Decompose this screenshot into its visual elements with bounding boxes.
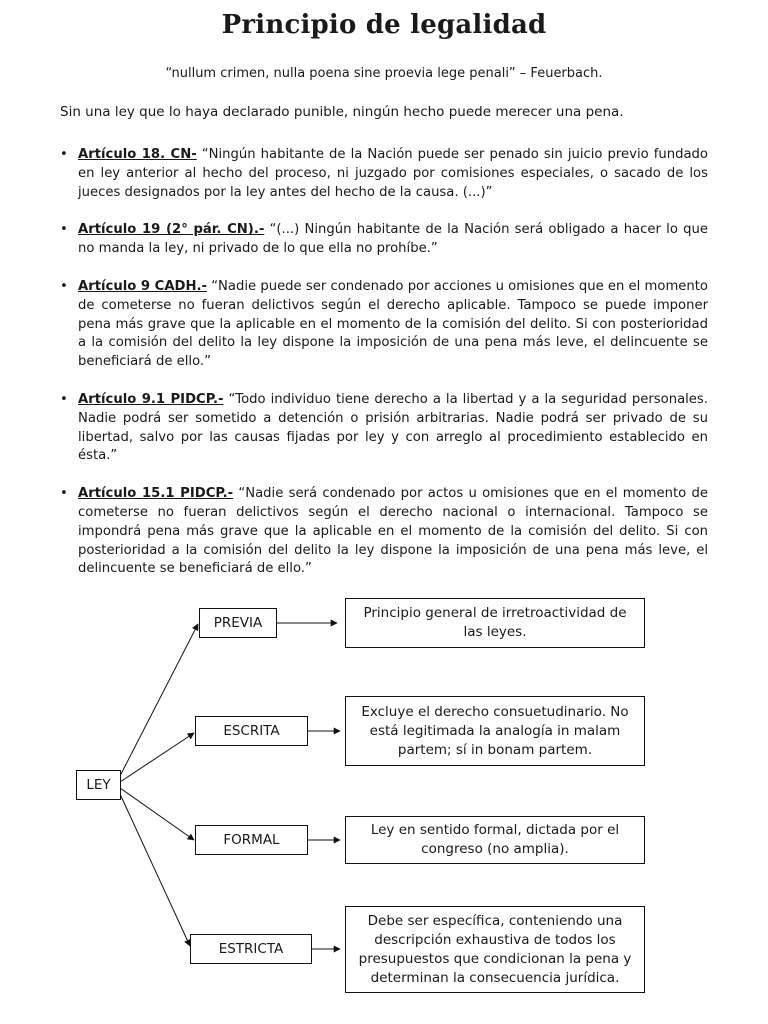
article-label: Artículo 15.1 PIDCP.-: [78, 486, 234, 502]
article-text: “Nadie puede ser condenado por acciones u omisiones que en el momento de cometerse no fueran delictivos según el derecho aplicable. Tampoco se puede imponer pena más grave que la aplicable en el momento de la comisión del delito. Si con posterioridad a la comisión del delito la ley dispone la imposición de una pena más leve, el delincuente se beneficiará de ello.”: [78, 278, 708, 370]
article-item: [60, 485, 708, 579]
article-label: Artículo 18. CN-: [78, 147, 197, 162]
article-label: Artículo 19 (2° pár. CN).-: [78, 222, 265, 238]
escrita-box: ESCRITA: [195, 716, 308, 746]
article-label: Artículo 9 CADH.-: [78, 278, 208, 294]
estricta-description: Debe ser específica, conteniendo una descripción exhaustiva de todos los presupuestos que condicionan la pena y determinan la consecuencia jurídica.: [345, 906, 645, 993]
page-title: Principio de legalidad: [221, 10, 547, 40]
articles-list: [60, 146, 708, 598]
previa-description: Principio general de irretroactividad de las leyes.: [345, 598, 645, 648]
connector-ley-estricta: [120, 794, 190, 946]
ley-root-box: LEY: [76, 770, 121, 800]
previa-box: PREVIA: [199, 608, 277, 638]
formal-description: Ley en sentido formal, dictada por el congreso (no amplia).: [345, 816, 645, 864]
connector-ley-previa: [120, 624, 198, 776]
article-text: “Ningún habitante de la Nación puede ser penado sin juicio previo fundado en ley anterior al hecho del proceso, ni juzgado por comisiones especiales, o sacado de los jueces designados por la ley antes del hecho de la causa. (...)”: [78, 147, 708, 200]
connector-ley-escrita: [120, 733, 194, 782]
article-text: “(...) Ningún habitante de la Nación será obligado a hacer lo que no manda la ley, ni privado de lo que ella no prohíbe.”: [78, 222, 709, 257]
formal-box: FORMAL: [195, 825, 308, 855]
intro-paragraph: Sin una ley que lo haya declarado punible, ningún hecho puede merecer una pena.: [60, 104, 624, 120]
article-item: [60, 221, 708, 259]
article-item: [60, 278, 708, 372]
escrita-description: Excluye el derecho consuetudinario. No está legitimada la analogía in malam partem; sí in bonam partem.: [345, 696, 645, 766]
article-item: [60, 391, 708, 466]
article-text: “Todo individuo tiene derecho a la libertad y a la seguridad personales. Nadie podrá ser sometido a detención o prisión arbitrarias. Nadie podrá ser privado de su libertad, salvo por las causas fijadas por ley y con arreglo al procedimiento establecido en ésta.”: [78, 391, 708, 464]
article-label: Artículo 9.1 PIDCP.-: [78, 391, 224, 407]
connector-ley-formal: [120, 788, 194, 840]
article-item: [60, 146, 708, 202]
ley-diagram: [0, 590, 768, 1010]
feuerbach-quote: “nullum crimen, nulla poena sine proevia lege penali” – Feuerbach.: [165, 66, 603, 81]
estricta-box: ESTRICTA: [190, 934, 312, 964]
article-text: “Nadie será condenado por actos u omisiones que en el momento de cometerse no fueran delictivos según el derecho nacional o internacional. Tampoco se impondrá pena más grave que la aplicable en el momento de la comisión del delito. Si con posterioridad a la comisión del delito la ley dispone la imposición de una pena más leve, el delincuente se beneficiará de ello.”: [78, 486, 708, 577]
